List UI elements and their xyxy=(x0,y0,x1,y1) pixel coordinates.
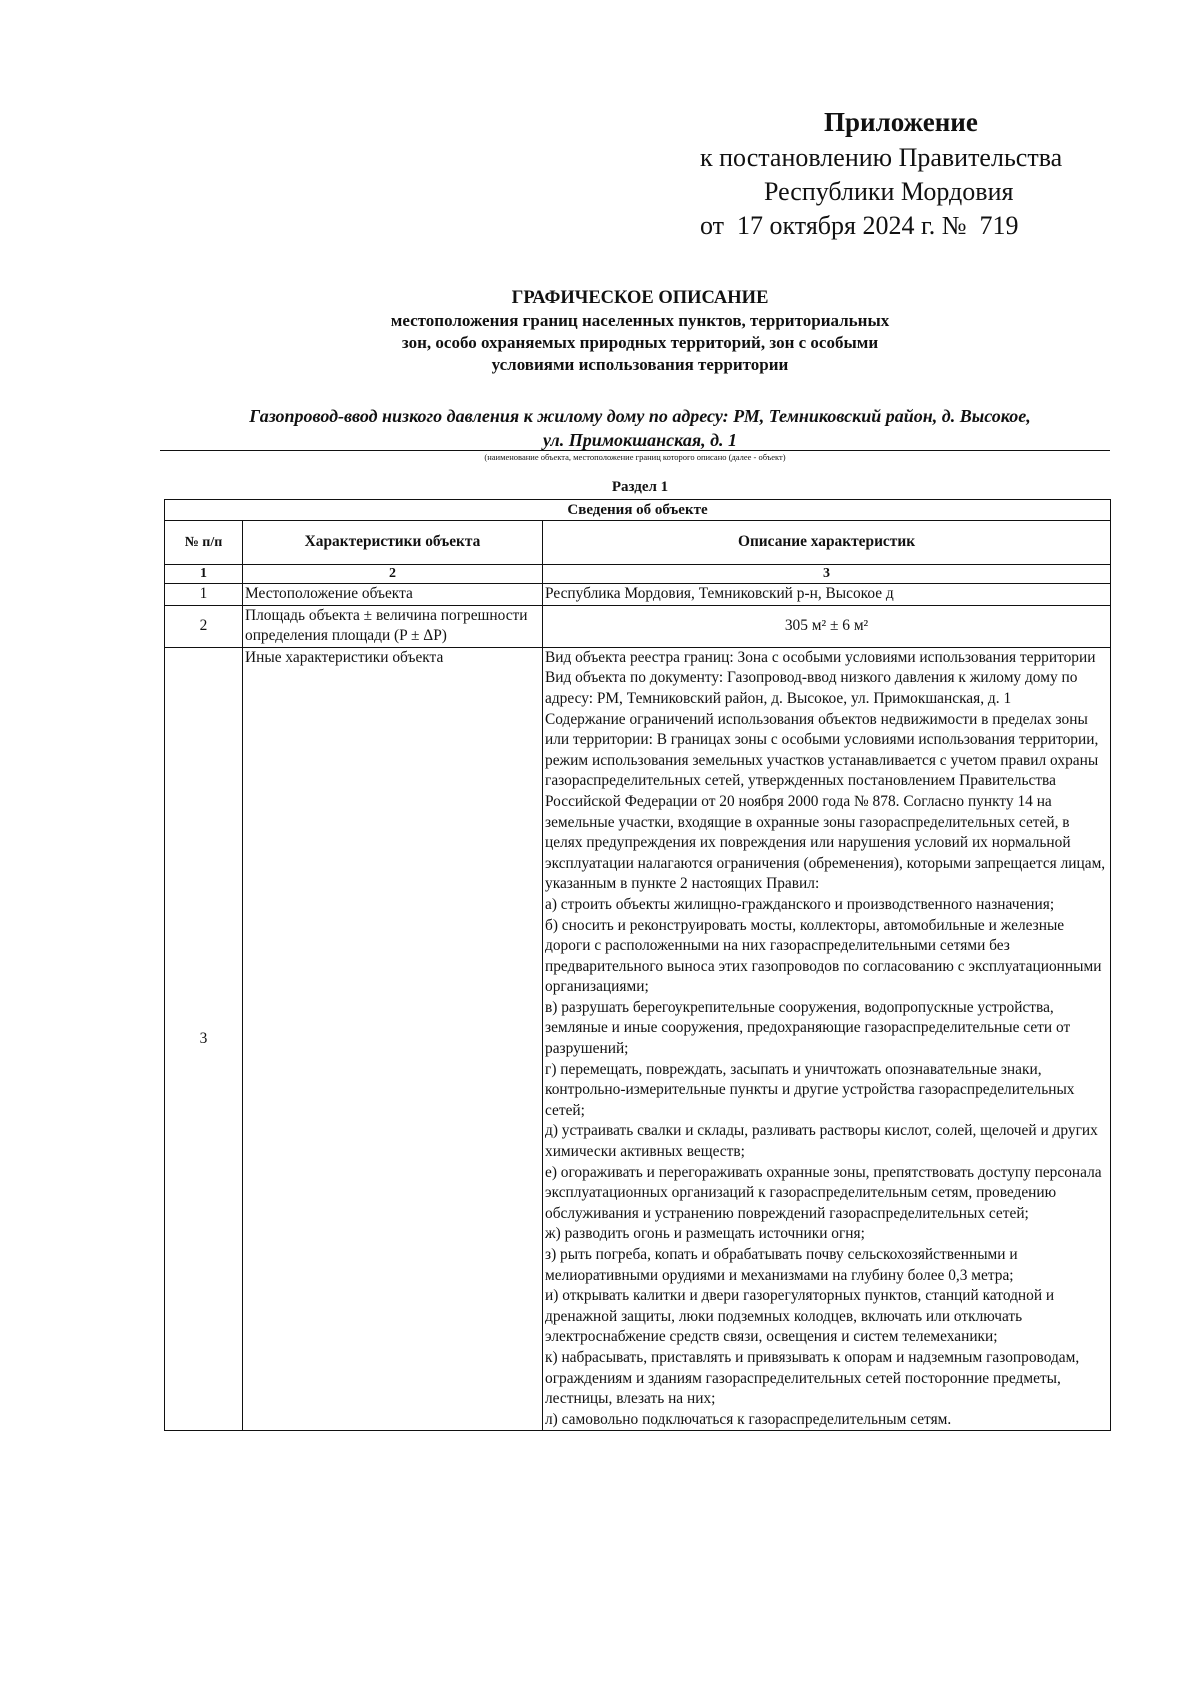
restriction-item: б) сносить и реконструировать мосты, коллекторы, автомобильные и железные дороги с расположенными на них газораспределительными сетями без предварительного выноса этих газопроводов по согласованию с эксплуатационными организациями; xyxy=(545,916,1102,996)
restriction-item: д) устраивать свалки и склады, разливать растворы кислот, солей, щелочей и других химически активных веществ; xyxy=(545,1122,1098,1161)
object-name-caption: (наименование объекта, местоположение границ которого описано (далее - объект) xyxy=(484,452,786,462)
row-description xyxy=(543,647,1111,1431)
row-characteristic: Иные характеристики объекта xyxy=(243,647,543,1431)
header-characteristics: Характеристики объекта xyxy=(243,521,543,565)
row-number: 1 xyxy=(165,584,243,606)
object-name-underline xyxy=(160,450,1110,451)
restriction-item: л) самовольно подключаться к газораспределительным сетям. xyxy=(545,1410,952,1428)
restriction-item: в) разрушать берегоукрепительные сооружения, водопропускные устройства, земляные и иные сооружения, предохраняющие газораспределительные сети от разрушений; xyxy=(545,998,1071,1058)
table-title: Сведения об объекте xyxy=(165,500,1111,521)
document-subtitle-line-3: условиями использования территории xyxy=(491,355,789,374)
restriction-item: к) набрасывать, приставлять и привязывать к опорам и надземным газопроводам, ограждениям и зданиям газораспределительных сетей посторонние предметы, лестницы, влезать на них; xyxy=(545,1348,1080,1408)
row-number: 3 xyxy=(165,647,243,1431)
row-description: Республика Мордовия, Темниковский р-н, Высокое д xyxy=(543,584,1111,606)
column-number: 3 xyxy=(543,565,1111,584)
row-number: 2 xyxy=(165,605,243,647)
appendix-line-3: от 17 октября 2024 г. № 719 xyxy=(700,211,1019,240)
row-characteristic: Площадь объекта ± величина погрешности определения площади (P ± ΔP) xyxy=(243,605,543,647)
column-number: 1 xyxy=(165,565,243,584)
restriction-item: е) огораживать и перегораживать охранные зоны, препятствовать доступу персонала эксплуатационных организаций к газораспределительным сетям, проведению обслуживания и устранению повреждений газораспределительных сетей; xyxy=(545,1163,1102,1222)
object-name-line-1: Газопровод-ввод низкого давления к жилому дому по адресу: РМ, Темниковский район, д. Высокое, xyxy=(249,406,1031,426)
object-name xyxy=(160,404,1120,452)
description-paragraph: Содержание ограничений использования объектов недвижимости в пределах зоны или территории: В границах зоны с особыми условиями использования территории, режим использования земельных участков устанавливается с учетом правил охраны газораспределительных сетей, утвержденных постановлением Правительства Российской Федерации от 20 ноября 2000 года № 878. Согласно пункту 14 на земельные участки, входящие в охранные зоны газораспределительных сетей, в целях предупреждения их повреждения или нарушения условий их нормальной эксплуатации налагаются ограничения (обременения), которыми запрещается лицам, указанным в пункте 2 настоящих Правил: xyxy=(545,710,1106,893)
appendix-line-2: Республики Мордовия xyxy=(764,177,1014,206)
description-paragraph: Вид объекта реестра границ: Зона с особыми условиями использования территории xyxy=(545,648,1096,666)
header-description: Описание характеристик xyxy=(543,521,1111,565)
object-name-line-2: ул. Примокшанская, д. 1 xyxy=(542,430,738,450)
restriction-item: и) открывать калитки и двери газорегуляторных пунктов, станций катодной и дренажной защиты, люки подземных колодцев, включать или отключать электроснабжение средств связи, освещения и систем телемеханики; xyxy=(545,1287,1055,1346)
restriction-item: ж) разводить огонь и размещать источники огня; xyxy=(545,1225,865,1243)
restriction-item: з) рыть погреба, копать и обрабатывать почву сельскохозяйственными и мелиоративными орудиями и механизмами на глубину более 0,3 метра; xyxy=(545,1246,1018,1284)
appendix-title: Приложение xyxy=(824,107,978,137)
row-description: 305 м² ± 6 м² xyxy=(543,605,1111,647)
appendix-block xyxy=(700,103,1100,243)
table-row xyxy=(165,605,1111,647)
column-numbers-row xyxy=(165,565,1111,584)
object-info-table xyxy=(164,499,1111,1431)
document-subtitle-line-1: местоположения границ населенных пунктов, территориальных xyxy=(390,311,890,330)
document-heading xyxy=(160,286,1120,376)
restriction-item: г) перемещать, повреждать, засыпать и уничтожать опознавательные знаки, контрольно-измерительные пункты и другие устройства газораспределительных сетей; xyxy=(545,1060,1075,1119)
row-characteristic: Местоположение объекта xyxy=(243,584,543,606)
header-number: № п/п xyxy=(165,521,243,565)
table-row xyxy=(165,584,1111,606)
restriction-item: а) строить объекты жилищно-гражданского и производственного назначения; xyxy=(545,895,1055,913)
appendix-line-1: к постановлению Правительства xyxy=(700,143,1063,172)
description-paragraph: Вид объекта по документу: Газопровод-ввод низкого давления к жилому дому по адресу: РМ, Темниковский район, д. Высокое, ул. Примокшанская, д. 1 xyxy=(545,669,1078,707)
document-title: ГРАФИЧЕСКОЕ ОПИСАНИЕ xyxy=(511,288,769,308)
section-title: Раздел 1 xyxy=(611,479,669,495)
column-number: 2 xyxy=(243,565,543,584)
table-row xyxy=(165,647,1111,1431)
document-subtitle-line-2: зон, особо охраняемых природных территорий, зон с особыми xyxy=(401,333,879,352)
